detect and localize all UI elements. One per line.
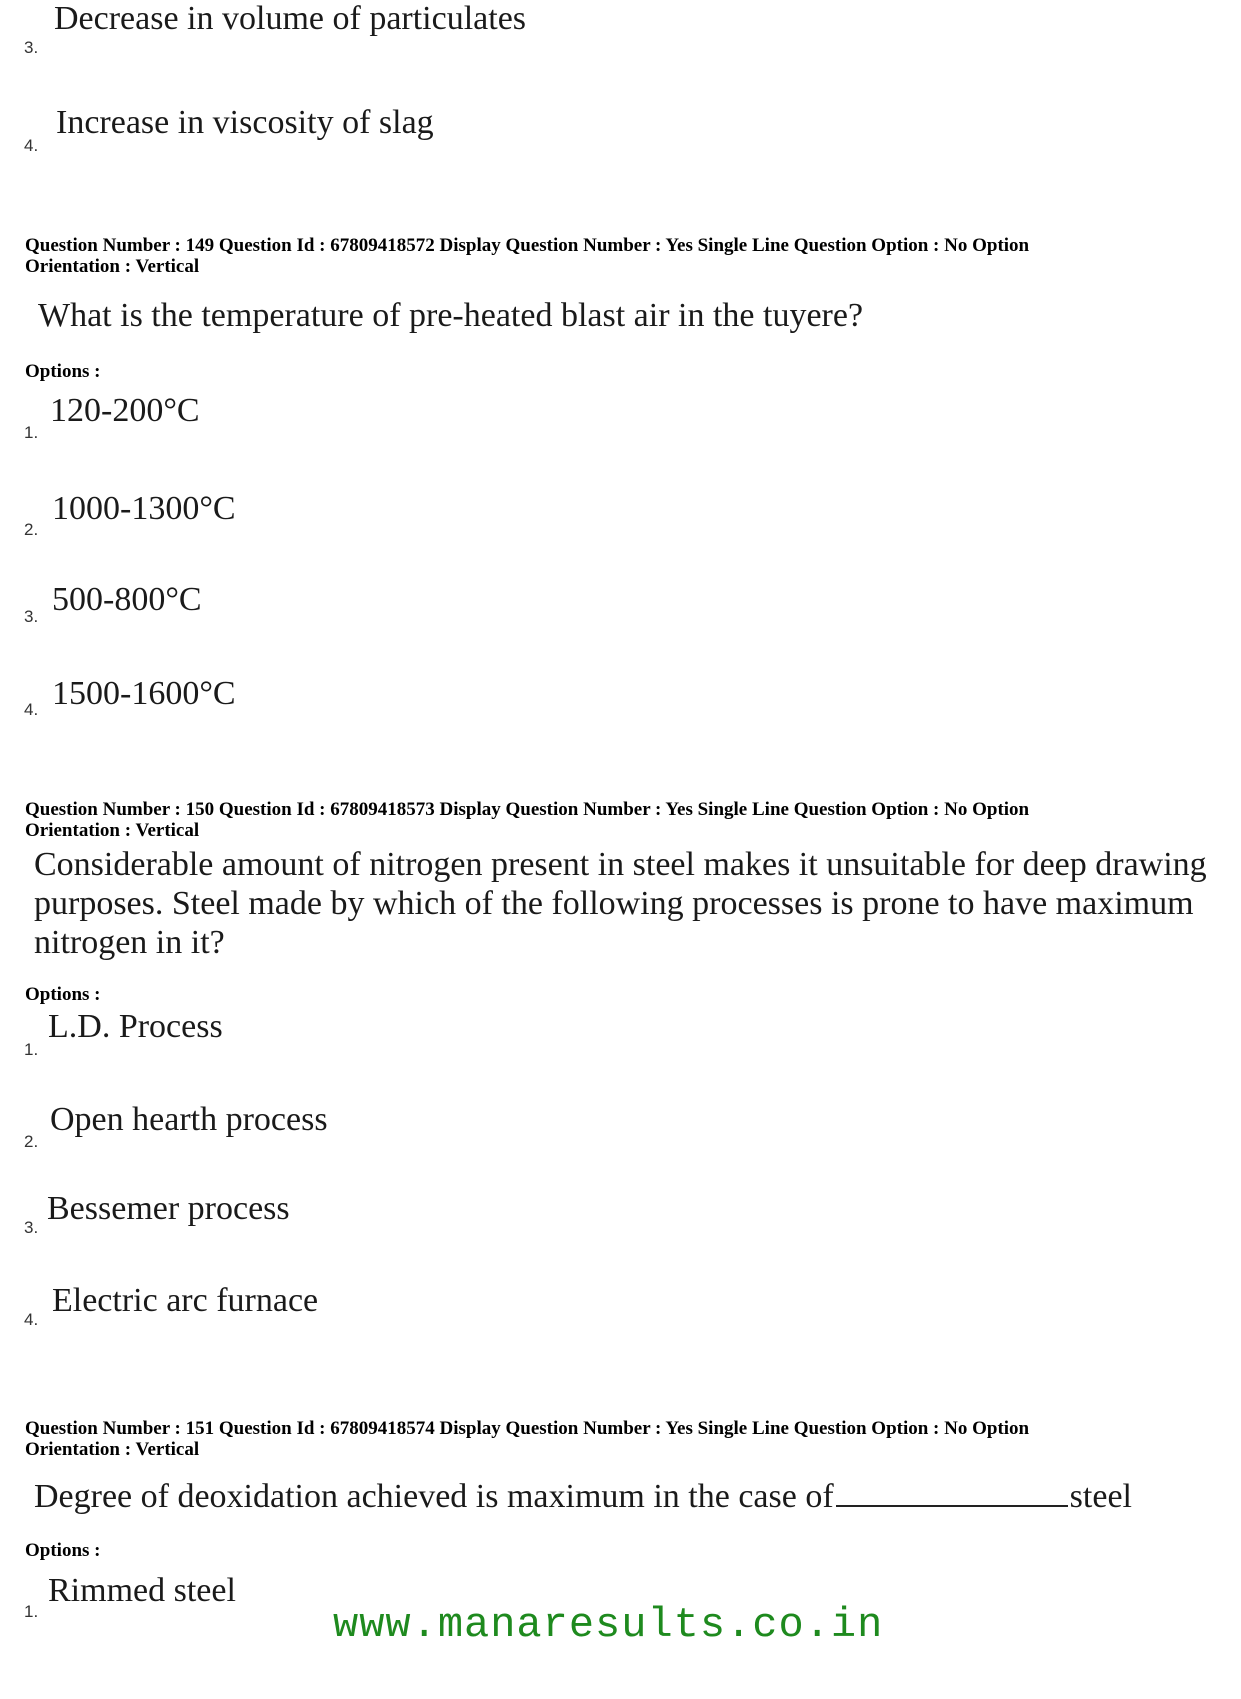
question-text: What is the temperature of pre-heated blast air in the tuyere? <box>38 297 864 334</box>
watermark-url: www.manaresults.co.in <box>333 1601 884 1649</box>
option-text: Bessemer process <box>47 1190 290 1227</box>
question-text-line: nitrogen in it? <box>34 924 225 961</box>
option-text: 120-200°C <box>50 392 200 429</box>
option-number: 4. <box>24 136 39 155</box>
option-number: 3. <box>24 1218 39 1237</box>
question-meta-line1: Question Number : 149 Question Id : 67809418572 Display Question Number : Yes Single Line Question Option : No Option <box>25 235 1030 256</box>
option-number: 1. <box>24 1040 39 1059</box>
option-number: 1. <box>24 1602 39 1621</box>
option-text: 500-800°C <box>52 581 202 618</box>
options-label: Options : <box>25 361 101 382</box>
question-meta-line1: Question Number : 151 Question Id : 67809418574 Display Question Number : Yes Single Line Question Option : No Option <box>25 1418 1030 1439</box>
option-number: 2. <box>24 520 39 539</box>
option-text: 1000-1300°C <box>52 490 236 527</box>
question-meta-line2: Orientation : Vertical <box>25 256 200 277</box>
option-text: Open hearth process <box>50 1101 328 1138</box>
option-number: 1. <box>24 423 39 442</box>
question-text <box>34 845 1207 962</box>
question-text-after-blank: steel <box>1069 1478 1132 1515</box>
question-meta-line2: Orientation : Vertical <box>25 1439 200 1460</box>
option-number: 3. <box>24 607 39 626</box>
option-text: 1500-1600°C <box>52 675 236 712</box>
option-text: L.D. Process <box>48 1008 223 1045</box>
option-text: Decrease in volume of particulates <box>54 0 527 37</box>
question-meta-line1: Question Number : 150 Question Id : 67809418573 Display Question Number : Yes Single Line Question Option : No Option <box>25 799 1030 820</box>
option-number: 4. <box>24 1310 39 1329</box>
question-meta-line2: Orientation : Vertical <box>25 820 200 841</box>
fill-in-blank <box>836 1475 1068 1507</box>
option-number: 4. <box>24 700 39 719</box>
option-text: Electric arc furnace <box>52 1282 319 1319</box>
option-number: 3. <box>24 38 39 57</box>
question-text <box>34 1475 1132 1516</box>
option-number: 2. <box>24 1132 39 1151</box>
question-text-line: purposes. Steel made by which of the following processes is prone to have maximum <box>34 885 1194 922</box>
question-text-before-blank: Degree of deoxidation achieved is maximum in the case of <box>34 1478 834 1515</box>
options-label: Options : <box>25 984 101 1005</box>
option-text: Rimmed steel <box>48 1572 236 1609</box>
option-text: Increase in viscosity of slag <box>56 104 434 141</box>
question-text-line: Considerable amount of nitrogen present in steel makes it unsuitable for deep drawing <box>34 846 1207 883</box>
options-label: Options : <box>25 1540 101 1561</box>
